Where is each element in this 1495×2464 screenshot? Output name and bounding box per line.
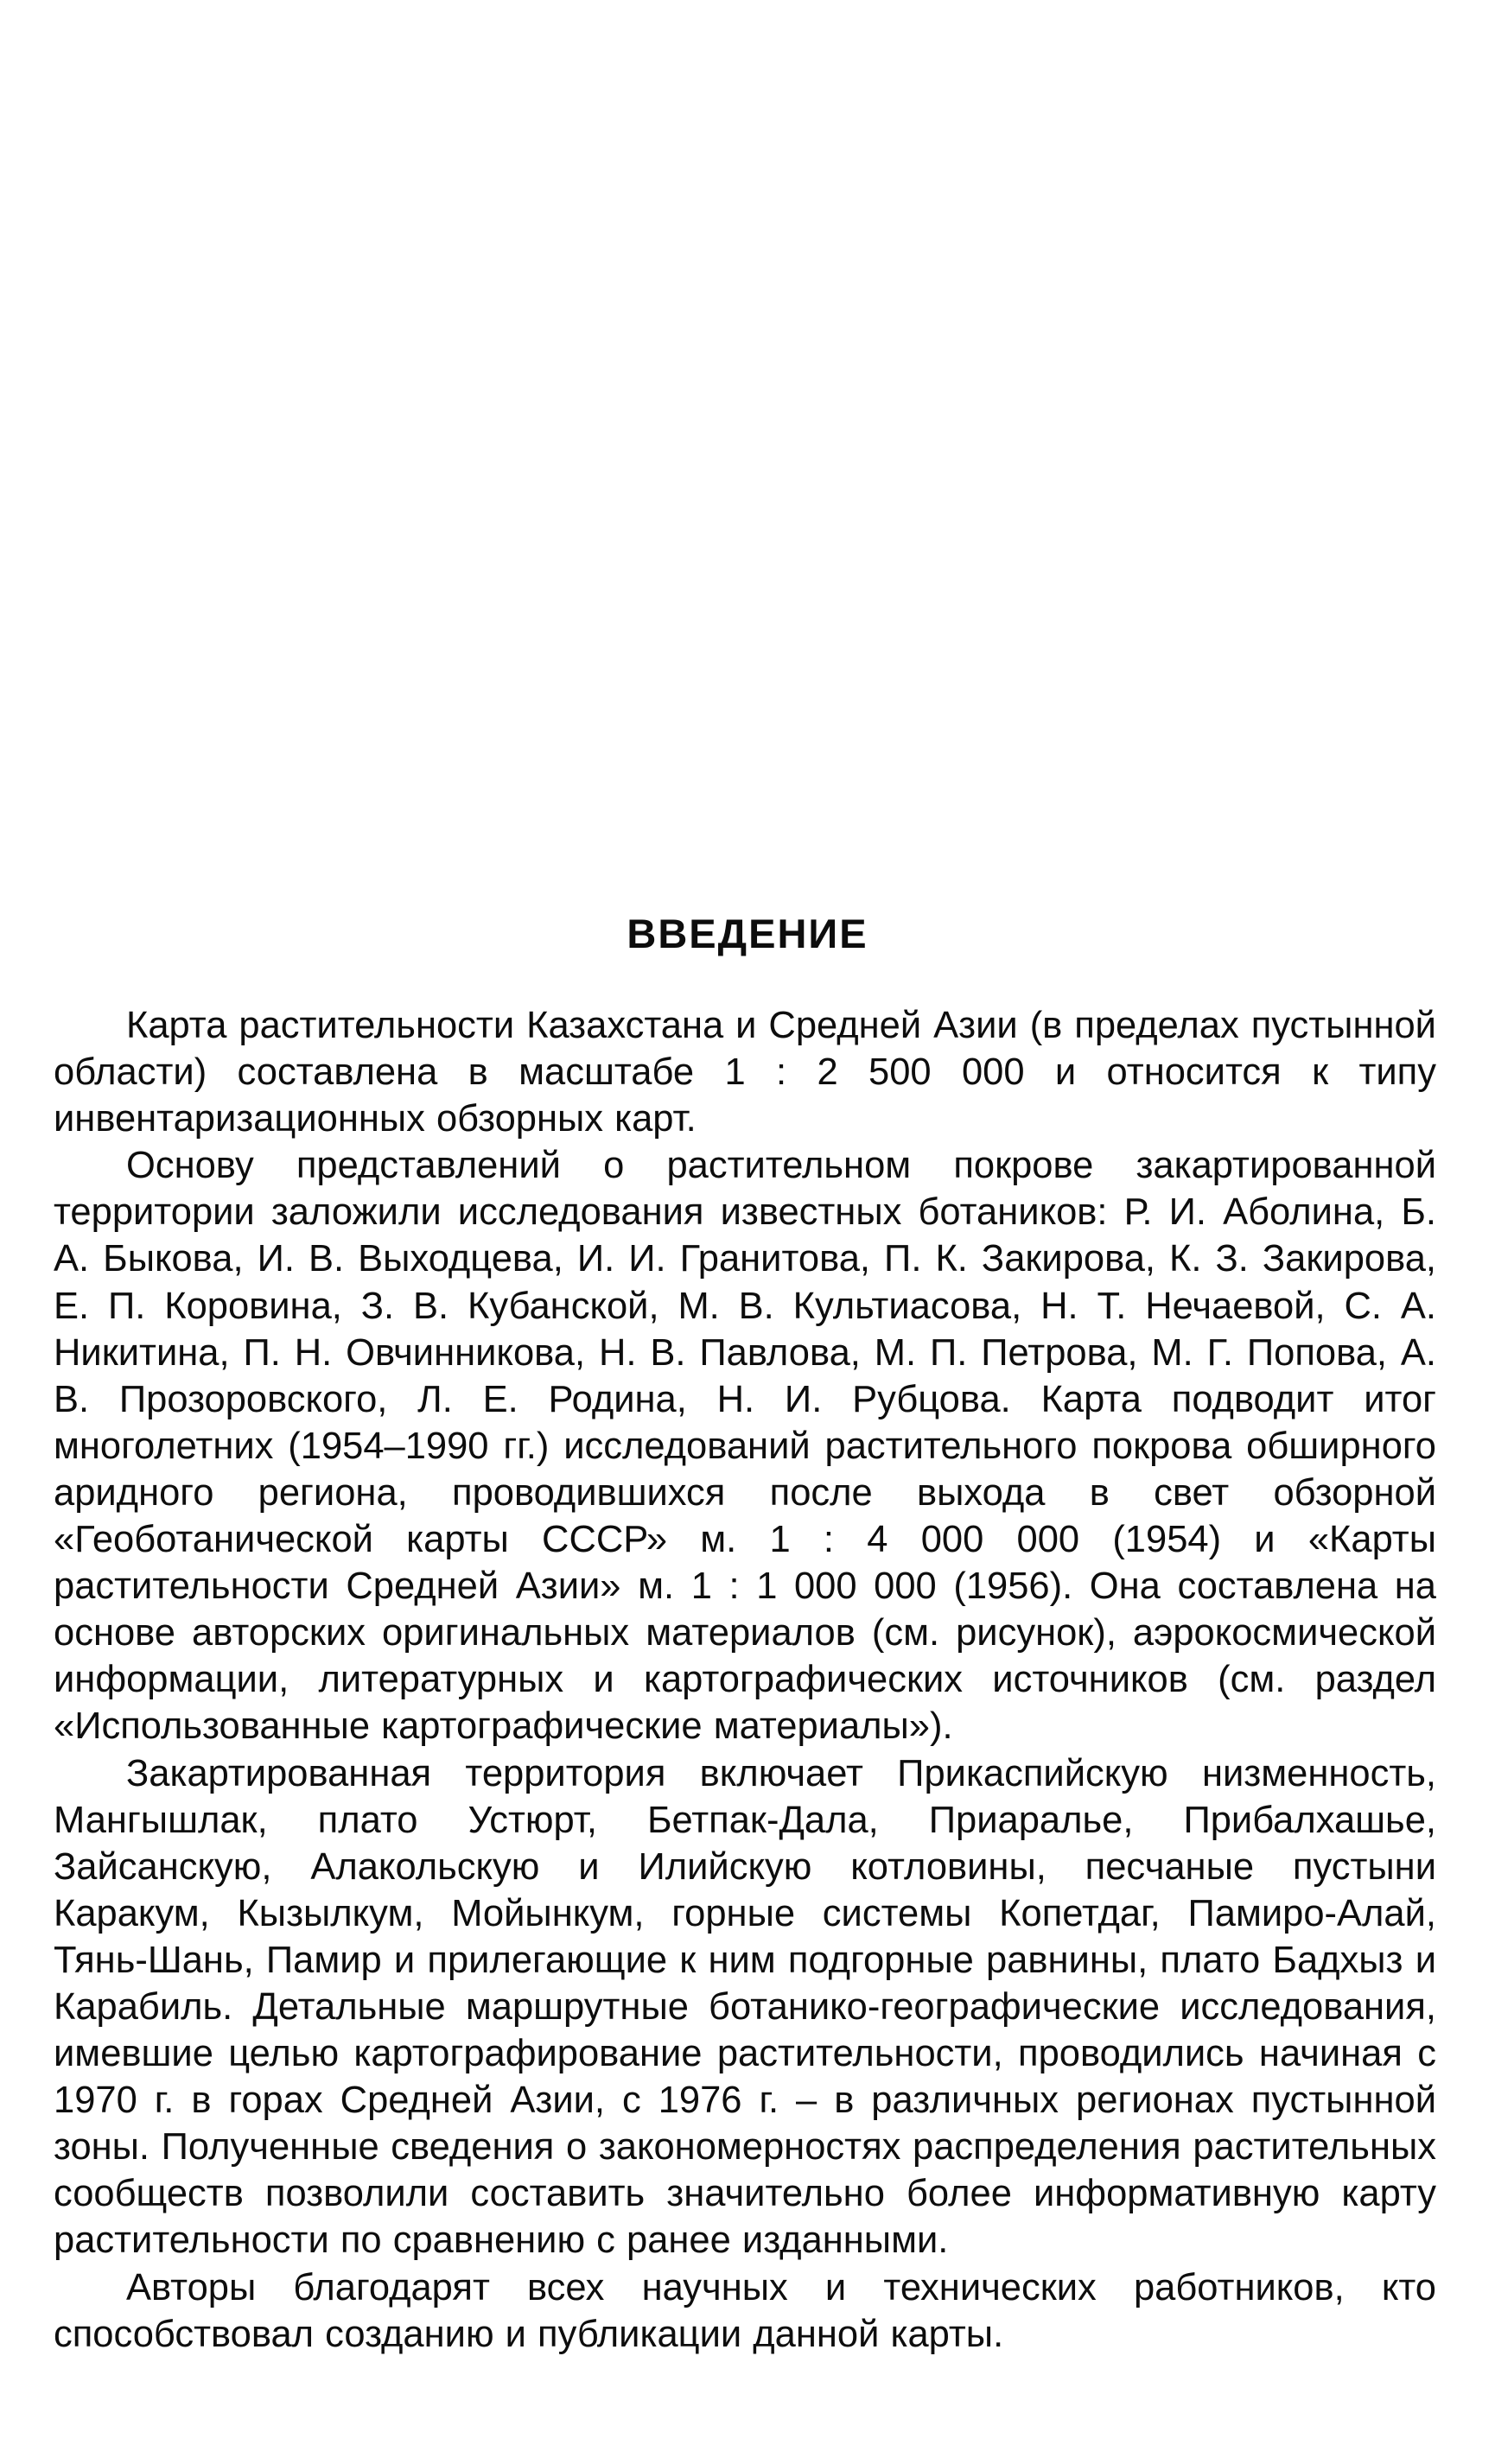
- section-heading: ВВЕДЕНИЕ: [627, 911, 868, 956]
- paragraph-territory: Закартированная территория включает Прикаспийскую низменность, Мангышлак, плато Устюрт, Бетпак-Дала, Приаралье, Прибалхашье, Зайсанскую, Алакольскую и Илийскую котловины, песчаные пустыни Каракум, Кызылкум, Мойынкум, горные системы Копетдаг, Памиро-Алай, Тянь-Шань, Памир и прилегающие к ним подгорные равнины, плато Бадхыз и Карабиль. Детальные маршрутные ботанико-географические исследования, имевшие целью картографирование растительности, проводились начиная с 1970 г. в горах Средней Азии, с 1976 г. – в различных регионах пустынной зоны. Полученные сведения о закономерностях распределения растительных сообществ позволили составить значительно более информативную карту растительности по сравнению с ранее изданными.: [54, 1752, 1436, 2262]
- paragraph-intro: Карта растительности Казахстана и Средней Азии (в пределах пустынной области) составлена в масштабе 1 : 2 500 000 и относится к типу инвентаризационных обзорных карт.: [54, 1005, 1436, 1140]
- paragraph-botanists: Основу представлений о растительном покрове закартированной территории заложили исследования известных ботаников: Р. И. Аболина, Б. А. Быкова, И. В. Выходцева, И. И. Гранитова, П. К. Закирова, К. З. Закирова, Е. П. Коровина, З. В. Кубанской, М. В. Культиасова, Н. Т. Нечаевой, С. А. Никитина, П. Н. Овчинникова, Н. В. Павлова, М. П. Петрова, М. Г. Попова, А. В. Прозоровского, Л. Е. Родина, Н. И. Рубцова. Карта подводит итог многолетних (1954–1990 гг.) исследований растительного покрова обширного аридного региона, проводившихся после выхода в свет обзорной «Геоботанической карты СССР» м. 1 : 4 000 000 (1954) и «Карты растительности Средней Азии» м. 1 : 1 000 000 (1956). Она составлена на основе авторских оригинальных материалов (см. рисунок), аэрокосмической информации, литературных и картографических источников (см. раздел «Использованные картографические материалы»).: [54, 1145, 1436, 1748]
- paragraph-acknowledgements: Авторы благодарят всех научных и технических работников, кто способствовал созданию и публикации данной карты.: [54, 2266, 1436, 2355]
- body-text: [54, 1002, 1436, 2358]
